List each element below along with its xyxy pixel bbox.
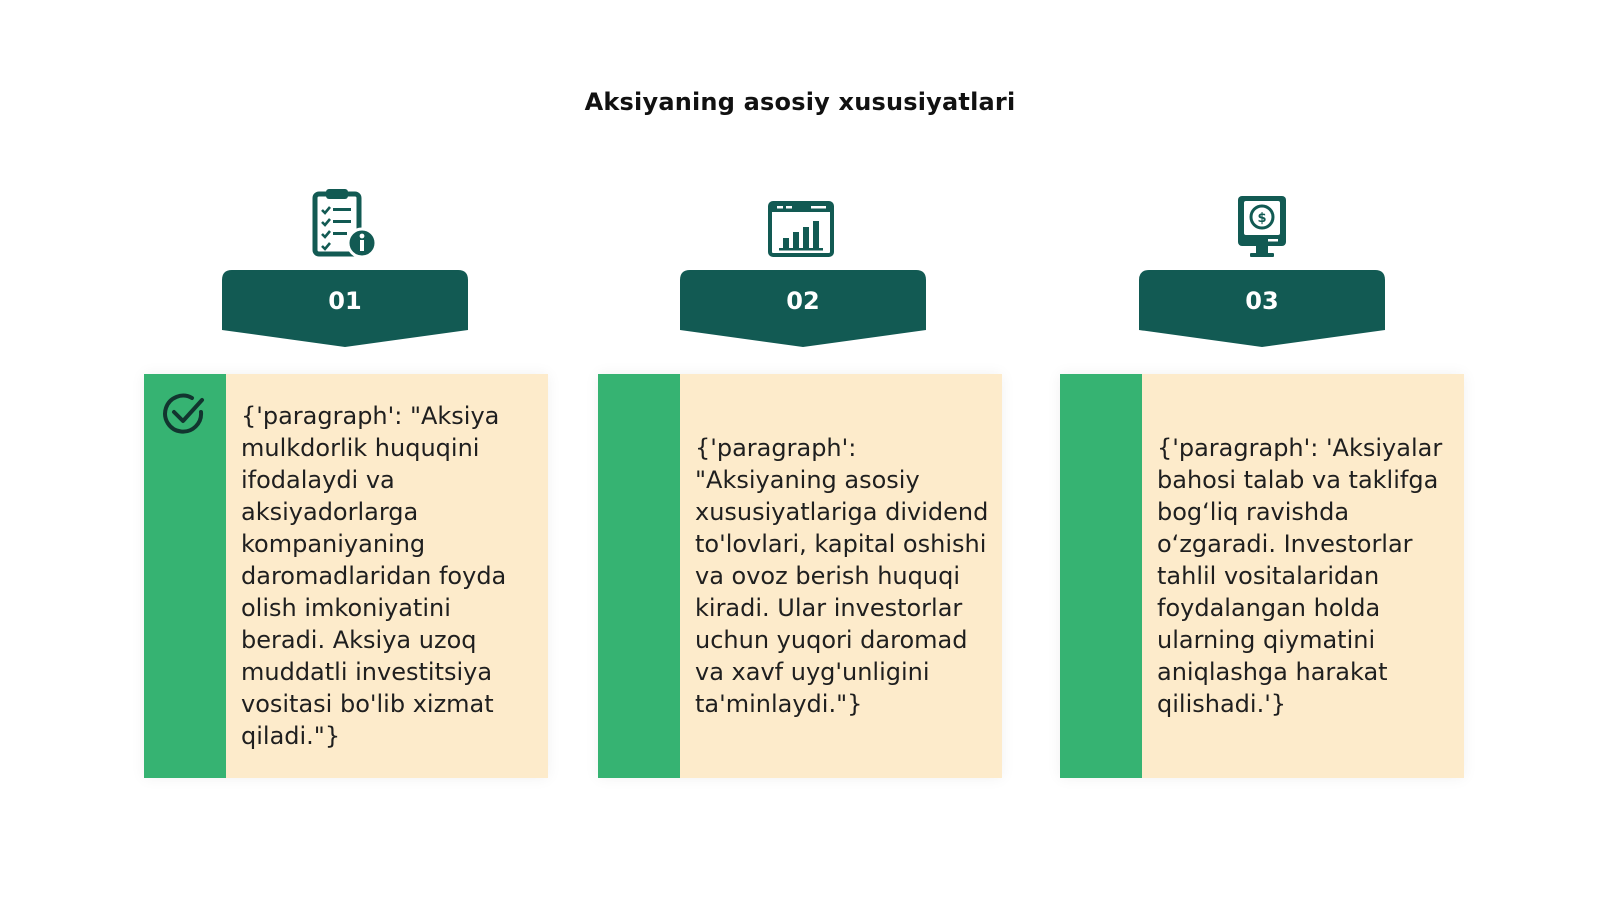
clipboard-checklist-info-icon (311, 188, 379, 260)
step-badge-01 (222, 270, 468, 347)
card-paragraph: {'paragraph': 'Aksiyalar bahosi talab va taklifga bog‘liq ravishda o‘zgaradi. Investorlar tahlil vositalaridan foydalangan holda ularning qiymatini aniqlashga harakat qilishadi.'} (1157, 434, 1443, 718)
card-stripe (598, 374, 680, 778)
step-badge-03 (1139, 270, 1385, 347)
page-title: Aksiyaning asosiy xususiyatlari (584, 88, 1016, 116)
svg-text:$: $ (1257, 211, 1267, 226)
step-number: 03 (1245, 287, 1279, 315)
dollar-monitor-icon (1228, 192, 1296, 264)
step-number: 02 (786, 287, 820, 315)
step-badge-02 (680, 270, 926, 347)
card-paragraph: {'paragraph': "Aksiya mulkdorlik huquqini ifodalaydi va aksiyadorlarga kompaniyaning daromadlaridan foyda olish imkoniyatini beradi. Aksiya uzoq muddatli investitsiya vositasi bo'lib xizmat qiladi."} (241, 402, 507, 750)
check-circle-icon (162, 392, 206, 436)
card-body (226, 374, 548, 778)
card-body (680, 374, 1002, 778)
bar-chart-window-icon (767, 196, 835, 268)
feature-card-2 (598, 374, 1002, 778)
card-stripe (144, 374, 226, 778)
feature-card-3 (1060, 374, 1464, 778)
step-number: 01 (328, 287, 362, 315)
card-stripe (1060, 374, 1142, 778)
card-paragraph: {'paragraph': "Aksiyaning asosiy xususiyatlariga dividend to'lovlari, kapital oshishi va ovoz berish huquqi kiradi. Ular investorlar uchun yuqori daromad va xavf uyg'unligini ta'minlaydi."} (695, 434, 989, 718)
card-body (1142, 374, 1464, 778)
feature-card-1 (144, 374, 548, 778)
